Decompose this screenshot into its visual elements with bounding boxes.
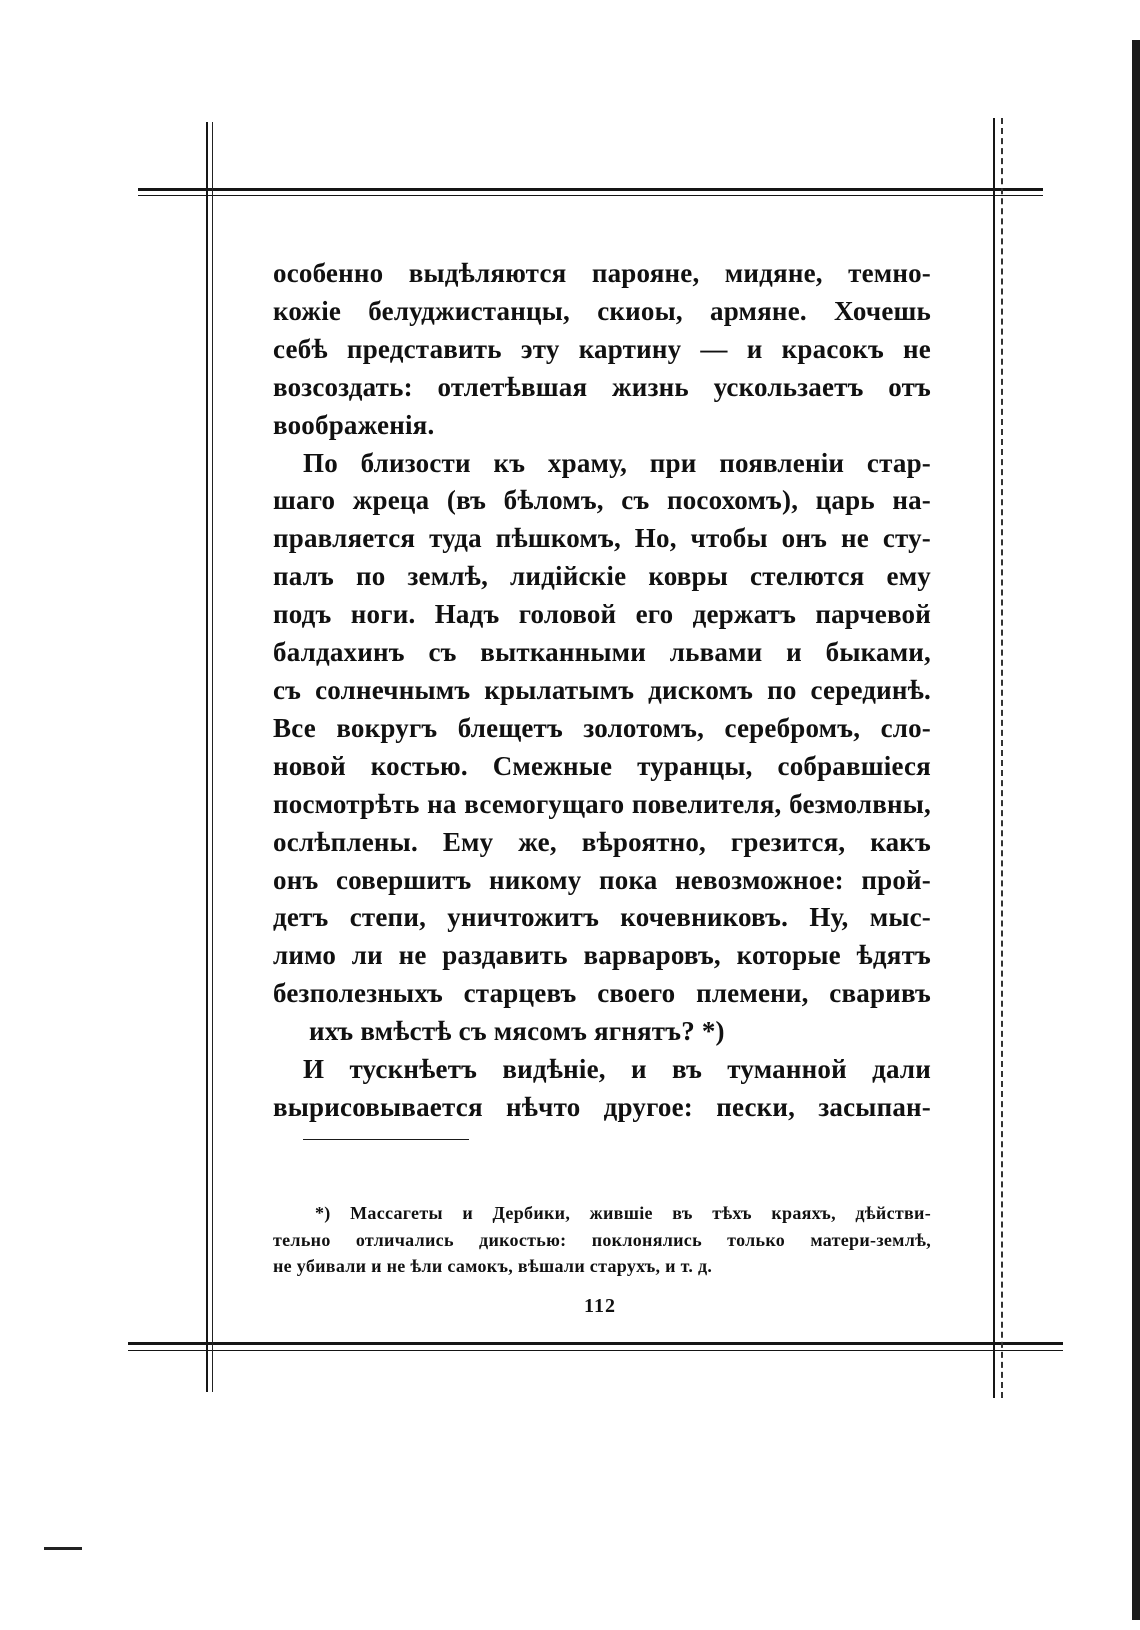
- text-line: возсоздать: отлетѣвшая жизнь ускользаетъ отъ: [273, 371, 931, 402]
- text-line: правляется туда пѣшкомъ, Но, чтобы онъ не сту-: [273, 523, 931, 554]
- text-line: детъ степи, уничтожитъ кочевниковъ. Ну, мыс-: [273, 902, 931, 933]
- text-line: лимо ли не раздавить варваровъ, которые ѣдятъ: [273, 940, 931, 971]
- text-line: ослѣплены. Ему же, вѣроятно, грезится, какъ: [273, 826, 931, 857]
- footnote: [273, 1200, 931, 1280]
- text-line: Все вокругъ блещетъ золотомъ, серебромъ, сло-: [273, 712, 931, 743]
- frame-right-line: [993, 118, 995, 1398]
- text-line: себѣ представить эту картину — и красокъ не: [273, 333, 931, 364]
- footnote-line: не убивали и не ѣли самокъ, вѣшали старухъ, и т. д.: [273, 1256, 713, 1276]
- frame-top-line-thin: [138, 195, 1043, 196]
- text-line: И тускнѣетъ видѣніе, и въ туманной дали: [303, 1054, 931, 1085]
- text-line: ихъ вмѣстѣ съ мясомъ ягнятъ? *): [309, 1016, 725, 1047]
- text-line: онъ совершитъ никому пока невозможное: прой-: [273, 864, 931, 895]
- page-number: 112: [584, 1295, 616, 1317]
- text-line: палъ по землѣ, лидійскіе ковры стелются ему: [273, 561, 931, 592]
- text-line: кожіе белуджистанцы, скиоы, армяне. Хочешь: [273, 295, 931, 326]
- text-line: По близости къ храму, при появленіи стар-: [303, 447, 931, 478]
- paragraph-1: [273, 255, 931, 445]
- footnote-separator: [303, 1139, 469, 1140]
- text-line: шаго жреца (въ бѣломъ, съ посохомъ), царь на-: [273, 485, 931, 516]
- frame-left-line-thin: [212, 122, 213, 1392]
- scan-mark-left: [44, 1547, 82, 1550]
- text-line: съ солнечнымъ крылатымъ дискомъ по серединѣ.: [273, 674, 931, 705]
- paragraph-2: [273, 445, 931, 1052]
- text-line: воображенія.: [273, 409, 435, 440]
- frame-right-line-dash: [1001, 118, 1003, 1398]
- text-line: балдахинъ съ вытканными львами и быками,: [273, 637, 931, 668]
- text-line: подъ ноги. Надъ головой его держатъ парчевой: [273, 599, 931, 630]
- footnote-line: *) Массагеты и Дербики, жившіе въ тѣхъ краяхъ, дѣйстви-: [315, 1203, 931, 1223]
- frame-top-line: [138, 188, 1043, 191]
- footnote-line: тельно отличались дикостью: поклонялись только матери-землѣ,: [273, 1229, 931, 1250]
- frame-bottom-line: [128, 1342, 1063, 1345]
- main-text: [273, 255, 931, 1127]
- text-line: особенно выдѣляются пароянe, мидяне, темно-: [273, 258, 931, 288]
- scan-edge-right: [1132, 40, 1140, 1620]
- text-line: новой костью. Смежные туранцы, собравшіеся: [273, 750, 931, 781]
- text-line: вырисовывается нѣчто другое: пески, засыпан-: [273, 1091, 931, 1122]
- text-line: посмотрѣть на всемогущаго повелителя, безмолвны,: [273, 788, 931, 819]
- paragraph-3: [273, 1051, 931, 1127]
- frame-left-line: [206, 122, 208, 1392]
- frame-bottom-line-thin: [128, 1350, 1063, 1351]
- text-line: безполезныхъ старцевъ своего племени, сваривъ: [273, 978, 931, 1009]
